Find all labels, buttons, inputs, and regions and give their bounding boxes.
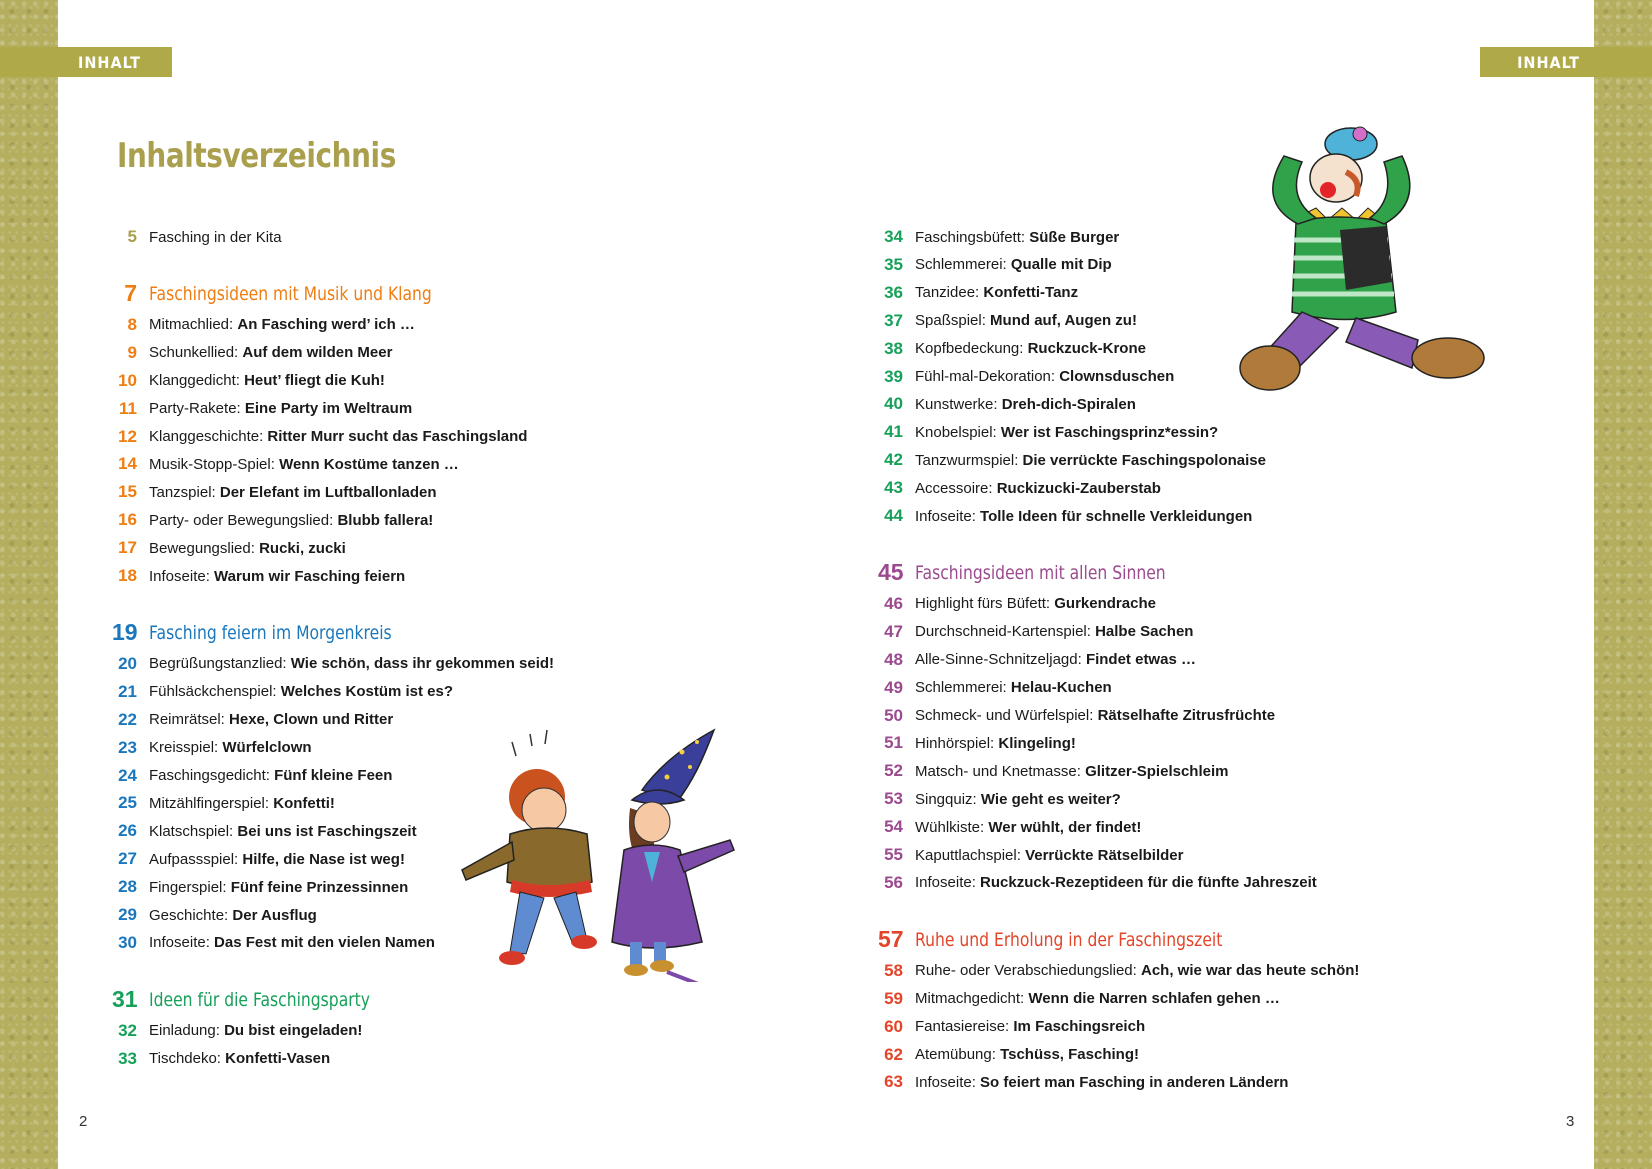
toc-page-number: 19 [112,619,138,646]
toc-page-number: 63 [884,1072,903,1092]
toc-entry-category: Klanggeschichte: [149,428,264,445]
toc-page-number: 46 [884,593,903,613]
toc-section-heading [112,282,494,306]
toc-entry-category: Schlemmerei: [915,256,1007,274]
children-dancing-illustration [452,722,762,982]
toc-entry-category: Atemübung: [915,1046,996,1063]
toc-entry [878,309,1137,333]
toc-entry-title: Qualle mit Dip [1010,256,1112,274]
toc-entry [112,680,453,704]
toc-page-number: 31 [112,986,138,1013]
toc-entry [112,652,554,676]
toc-entry-title: Hilfe, die Nase ist weg! [242,850,405,868]
toc-entry [112,480,437,504]
toc-entry-title: Blubb fallera! [337,511,434,529]
toc-entry [878,731,1076,755]
toc-entry [878,759,1228,783]
toc-entry-category: Durchschneid-Kartenspiel: [915,623,1091,641]
toc-entry-title: An Fasching werd’ ich … [237,316,415,334]
toc-entry-title: Konfetti-Tanz [983,284,1079,302]
toc-entry-title: Gurkendrache [1054,595,1156,613]
toc-page-number: 45 [878,559,904,586]
toc-entry [112,819,417,843]
toc-entry-category: Infoseite: [149,567,210,585]
toc-entry-title: Hexe, Clown und Ritter [229,711,394,729]
toc-entry-title: Clownsduschen [1059,368,1175,385]
toc-entry-title: Fünf kleine Feen [274,767,393,784]
toc-section-heading [878,561,1221,585]
toc-entry [878,337,1146,361]
toc-entry [878,281,1078,305]
toc-page-number: 5 [127,227,137,246]
toc-entry-title: Ruckzuck-Krone [1027,340,1146,358]
toc-entry-category: Singquiz: [915,790,977,808]
toc-entry-category: Infoseite: [915,874,976,892]
toc-entry-category: Matsch- und Knetmasse: [915,762,1081,780]
toc-page-number: 15 [118,482,137,502]
toc-entry [878,476,1161,500]
toc-entry-category: Schlemmerei: [915,679,1007,697]
toc-page-number: 8 [127,314,137,334]
toc-entry-category: Kreisspiel: [149,739,219,757]
section-tab-left [0,47,172,77]
toc-page-number: 23 [118,737,137,757]
toc-entry-title: Glitzer-Spielschleim [1085,762,1229,780]
toc-entry-title: Konfetti! [273,794,335,812]
toc-entry [878,365,1174,389]
toc-entry-category: Faschingsgedicht: [149,767,270,784]
toc-entry-title: Klingeling! [998,734,1076,752]
toc-page-number: 20 [118,653,137,673]
toc-page-number: 50 [884,705,903,725]
toc-entry-category: Fingerspiel: [149,878,227,896]
toc-entry-title: Wenn die Narren schlafen gehen … [1028,990,1280,1008]
toc-section-title: Ruhe und Erholung in der Faschingszeit [915,928,1223,951]
toc-page-number: 34 [884,227,903,246]
toc-entry [878,815,1141,839]
toc-entry [112,397,412,421]
toc-page-number: 62 [884,1044,903,1064]
toc-page-number: 26 [118,821,137,841]
toc-entry-category: Hinhörspiel: [915,734,995,752]
toc-entry-category: Alle-Sinne-Schnitzeljagd: [915,651,1082,669]
toc-section-title: Ideen für die Faschingsparty [149,988,370,1011]
toc-entry [112,508,433,532]
decorative-border-left [0,0,58,1169]
toc-page-number: 60 [884,1016,903,1036]
toc-page-number: 36 [884,282,903,302]
page-number-left: 2 [79,1113,88,1130]
toc-entry-category: Infoseite: [915,1073,976,1091]
page-title: Inhaltsverzeichnis [117,136,396,176]
toc-page-number: 10 [118,370,137,390]
toc-section-title: Fasching feiern im Morgenkreis [149,621,392,644]
toc-page-number: 51 [884,733,903,753]
toc-entry-title: Warum wir Fasching feiern [214,567,406,585]
toc-page-number: 35 [884,254,903,274]
toc-entry [878,1043,1139,1067]
toc-page-number: 28 [118,877,137,897]
section-tab-right [1480,47,1652,77]
toc-entry-title: Dreh-dich-Spiralen [1001,395,1136,413]
toc-entry-title: Das Fest mit den vielen Namen [214,934,435,952]
toc-entry [878,648,1196,672]
toc-page-number: 59 [884,988,903,1008]
toc-page-number: 18 [118,566,137,585]
toc-entry-category: Party-Rakete: [149,400,241,418]
toc-entry-title: Konfetti-Vasen [225,1050,331,1068]
page-number-right: 3 [1566,1113,1575,1130]
toc-entry [878,959,1359,983]
toc-entry [878,1015,1145,1039]
toc-entry [878,392,1136,416]
toc-entry-title: Der Elefant im Luftballonladen [219,483,437,501]
toc-section-heading [112,621,445,645]
toc-entry-category: Tanzwurmspiel: [915,451,1019,469]
toc-page-number: 40 [884,394,903,414]
toc-entry-category: Infoseite: [149,934,210,952]
toc-entry [878,704,1275,728]
toc-page-number: 53 [884,789,903,809]
toc-entry [878,504,1252,528]
toc-entry-category: Begrüßungstanzlied: [149,655,287,673]
toc-entry-title: Ruckizucki-Zauberstab [996,479,1161,497]
toc-entry-category: Klatschspiel: [149,822,234,840]
toc-entry [112,791,335,815]
toc-entry [878,420,1218,444]
toc-entry-category: Klanggedicht: [149,372,240,390]
toc-entry-category: Fantasiereise: [915,1018,1010,1036]
toc-page-number: 49 [884,677,903,697]
toc-entry-title: Der Ausflug [232,906,317,924]
toc-entry [112,564,405,588]
toc-entry-title: Helau-Kuchen [1010,679,1112,697]
toc-entry-title: Eine Party im Weltraum [244,400,413,418]
toc-entry-title: Süße Burger [1029,228,1120,246]
toc-entry-category: Geschichte: [149,906,229,924]
toc-entry [112,425,527,449]
toc-entry [878,871,1317,895]
toc-page-number: 29 [118,905,137,924]
clown-illustration [1236,122,1536,412]
toc-entry-category: Accessoire: [915,479,993,497]
toc-entry-title: Findet etwas … [1085,651,1196,669]
toc-entry-category: Faschingsbüfett: [915,228,1026,246]
toc-entry [112,536,346,560]
toc-page-number: 55 [884,845,903,864]
toc-entry [112,341,392,365]
toc-entry-title: Ach, wie war das heute schön! [1141,962,1360,980]
toc-entry-category: Party- oder Bewegungslied: [149,511,334,529]
toc-page-number: 27 [118,849,137,869]
toc-entry-title: Ruckzuck-Rezeptideen für die fünfte Jahreszeit [980,874,1317,892]
toc-entry-title: Welches Kostüm ist es? [280,683,454,701]
toc-entry-category: Mitzählfingerspiel: [149,794,270,812]
toc-entry [112,736,312,760]
toc-page-number: 33 [118,1048,137,1068]
toc-entry-category: Kaputtlachspiel: [915,846,1021,864]
toc-entry-title: Wenn Kostüme tanzen … [279,455,459,473]
toc-page-number: 54 [884,817,903,837]
toc-entry-category: Ruhe- oder Verabschiedungslied: [915,962,1137,980]
toc-entry-title: Würfelclown [222,739,312,757]
toc-page-number: 43 [884,478,903,498]
toc-entry [112,1019,362,1043]
toc-entry-category: Infoseite: [915,507,976,525]
toc-entry [112,847,405,871]
toc-entry-title: Ritter Murr sucht das Faschingsland [267,428,528,445]
toc-page-number: 47 [884,621,903,641]
toc-entry-category: Tischdeko: [149,1050,221,1068]
toc-entry-title: Halbe Sachen [1095,623,1194,641]
toc-entry-category: Fasching in der Kita [149,228,282,246]
toc-entry-title: Wie schön, dass ihr gekommen seid! [290,655,555,673]
toc-entry [878,620,1193,644]
toc-page-number: 16 [118,510,137,530]
toc-entry-title: Tschüss, Fasching! [1000,1046,1139,1063]
toc-entry-title: Die verrückte Faschingspolonaise [1022,451,1266,469]
toc-entry-title: Im Faschingsreich [1013,1018,1146,1036]
toc-entry [112,931,435,955]
toc-page-number: 37 [884,310,903,330]
toc-page-number: 57 [878,926,904,953]
toc-page-number: 24 [118,765,137,785]
toc-entry [112,903,317,927]
toc-section-title: Faschingsideen mit Musik und Klang [149,282,432,305]
toc-entry-title: Verrückte Rätselbilder [1025,846,1184,864]
toc-entry-category: Kopfbedeckung: [915,340,1024,358]
toc-entry [112,764,392,788]
toc-entry-title: Tolle Ideen für schnelle Verkleidungen [980,507,1253,525]
toc-section-title: Faschingsideen mit allen Sinnen [915,561,1166,584]
toc-entry-category: Reimrätsel: [149,711,225,729]
toc-page-number: 25 [118,793,137,813]
toc-entry [112,225,282,249]
toc-entry-title: Fünf feine Prinzessinnen [230,878,409,896]
toc-entry [878,1070,1288,1094]
toc-page-number: 48 [884,649,903,669]
section-tab-label: INHALT [78,52,141,72]
toc-entry-title: Mund auf, Augen zu! [990,312,1137,330]
toc-entry-title: Du bist eingeladen! [224,1022,363,1040]
toc-entry [112,875,408,899]
toc-page-number: 56 [884,872,903,892]
toc-page-number: 22 [118,709,137,729]
toc-entry-title: Auf dem wilden Meer [242,344,393,362]
toc-page-number: 9 [127,342,137,362]
toc-entry-category: Spaßspiel: [915,312,986,330]
toc-page-number: 12 [118,426,137,446]
toc-entry-category: Fühl-mal-Dekoration: [915,368,1056,385]
toc-entry-title: Bei uns ist Faschingszeit [237,822,417,840]
toc-entry [112,369,385,393]
toc-page-number: 38 [884,338,903,358]
toc-entry [878,787,1121,811]
toc-entry-category: Musik-Stopp-Spiel: [149,455,275,473]
toc-entry-category: Bewegungslied: [149,539,255,557]
toc-page-number: 52 [884,761,903,781]
toc-entry-category: Schmeck- und Würfelspiel: [915,707,1094,724]
toc-entry-title: So feiert man Fasching in anderen Ländern [980,1073,1289,1091]
toc-entry-category: Knobelspiel: [915,423,997,441]
toc-entry [878,253,1112,277]
toc-entry-category: Kunstwerke: [915,395,998,413]
toc-entry-category: Aufpassspiel: [149,850,239,868]
toc-entry [112,452,459,476]
toc-page-number: 14 [118,454,137,474]
toc-entry-title: Wie geht es weiter? [980,790,1121,808]
toc-entry-category: Einladung: [149,1022,220,1040]
toc-page-number: 17 [118,538,137,558]
section-tab-label: INHALT [1517,52,1580,72]
decorative-border-right [1594,0,1652,1169]
toc-page-number: 7 [124,280,137,307]
toc-page-number: 41 [884,422,903,442]
toc-entry-category: Mitmachgedicht: [915,990,1025,1008]
toc-entry-title: Heut’ fliegt die Kuh! [244,372,385,390]
toc-entry-category: Schunkellied: [149,344,239,362]
toc-entry [878,225,1119,249]
toc-entry-category: Mitmachlied: [149,316,234,334]
toc-entry-title: Wer ist Faschingsprinz*essin? [1000,423,1219,441]
toc-entry-title: Rätselhafte Zitrusfrüchte [1097,707,1276,724]
toc-entry [112,1047,330,1071]
toc-entry-category: Highlight fürs Büfett: [915,595,1051,613]
toc-page-number: 30 [118,932,137,952]
toc-entry-category: Tanzspiel: [149,483,216,501]
toc-section-heading [112,988,418,1012]
toc-page-number: 11 [119,398,137,418]
toc-page-number: 21 [118,681,137,701]
toc-page-number: 42 [884,450,903,470]
toc-entry-title: Wer wühlt, der findet! [988,818,1142,836]
toc-entry [112,708,393,732]
toc-entry-category: Fühlsäckchenspiel: [149,683,277,701]
toc-page-number: 39 [884,366,903,386]
toc-entry [112,313,415,337]
toc-entry-title: Rucki, zucki [259,539,346,557]
toc-entry [878,448,1266,472]
toc-entry-category: Wühlkiste: [915,818,985,836]
toc-entry-category: Tanzidee: [915,284,980,302]
toc-page-number: 58 [884,960,903,980]
toc-entry [878,592,1156,616]
toc-entry [878,987,1280,1011]
toc-entry [878,676,1112,700]
toc-page-number: 44 [884,506,903,525]
toc-entry [878,843,1184,867]
toc-page-number: 32 [118,1020,137,1040]
toc-section-heading [878,928,1290,952]
